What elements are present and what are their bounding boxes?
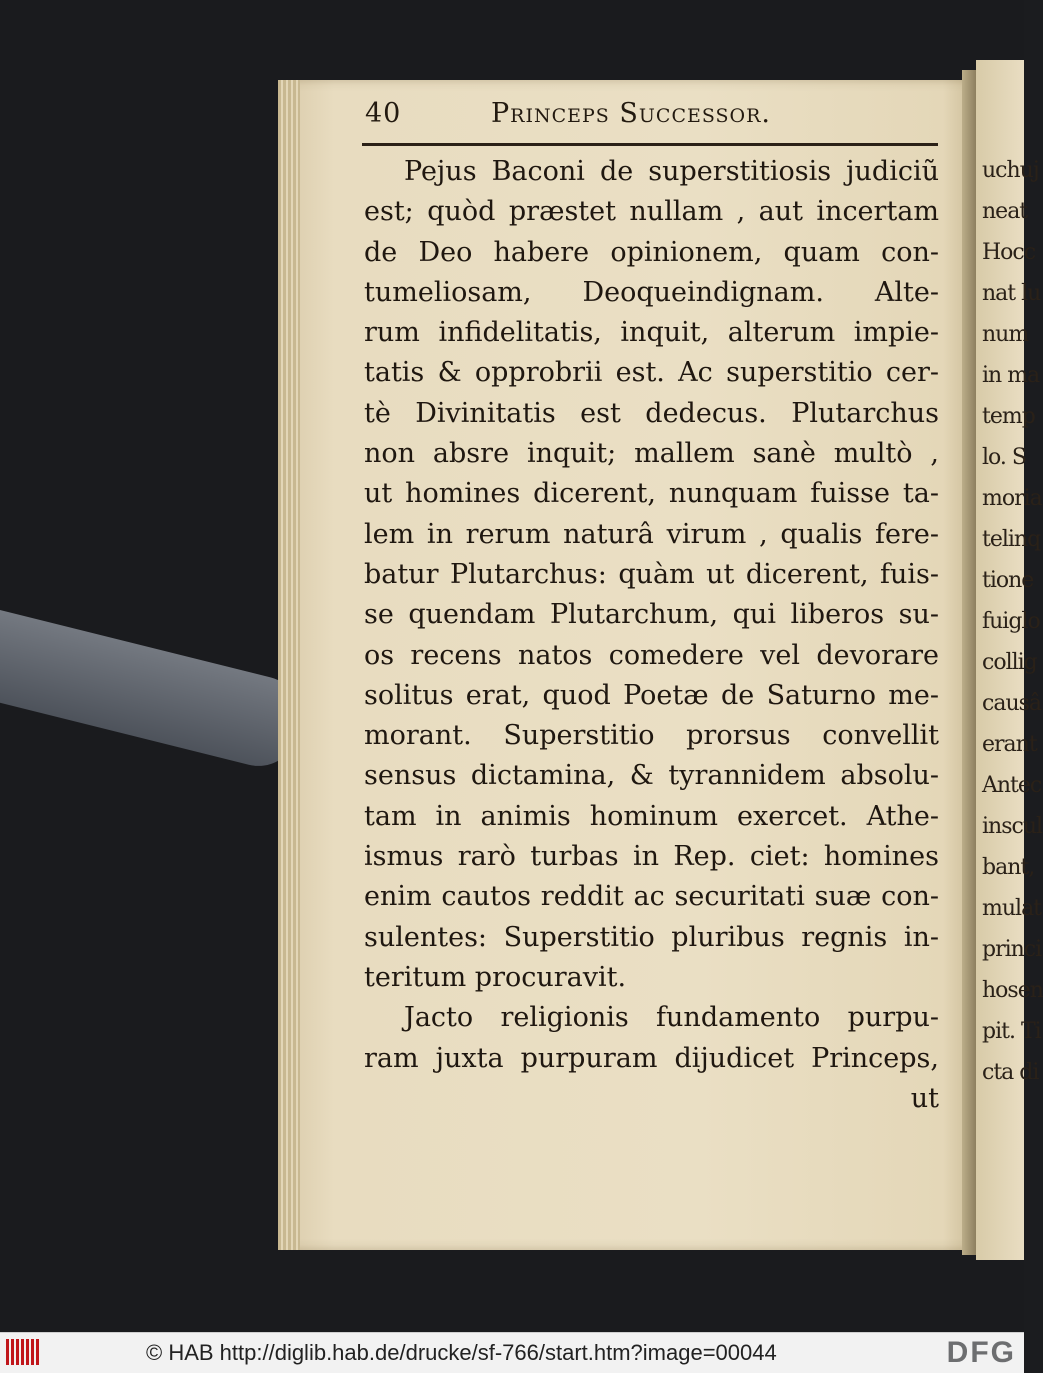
page-number: 40 <box>365 98 402 129</box>
text-line: tam in animis hominum exercet. Athe- <box>364 800 939 832</box>
hab-barcode-logo-icon <box>6 1339 44 1367</box>
fragment: collig <box>982 650 1037 675</box>
text-line: ut homines dicerent, nunquam fuisse ta- <box>364 478 939 510</box>
text-line: tatis & opprobrii est. Ac superstitio cer- <box>364 357 939 389</box>
text-line: non absre inquit; mallem sanè multò , <box>364 438 939 470</box>
fragment: bant, <box>982 855 1035 880</box>
fragment: temp <box>982 404 1035 429</box>
fragment: neat <box>982 199 1028 224</box>
book-gutter <box>962 70 976 1255</box>
fragment: in ma <box>982 363 1040 388</box>
fragment: telinq <box>982 527 1041 552</box>
text-line: solitus erat, quod Poetæ de Saturno me- <box>364 679 939 711</box>
copyright-credit[interactable]: © HAB http://diglib.hab.de/drucke/sf-766/start.htm?image=00044 <box>146 1340 777 1365</box>
fragment: pit. Ti <box>982 1019 1041 1044</box>
text-line: lem in rerum naturâ virum , qualis fere- <box>364 518 939 550</box>
catchword: ut <box>910 1082 939 1114</box>
fragment: lo. S <box>982 445 1026 470</box>
fragment: fuiglo <box>982 609 1040 634</box>
text-line: Jacto religionis fundamento purpu- <box>404 1002 939 1034</box>
text-line: os recens natos comedere vel devorare <box>364 639 939 671</box>
text-line: morant. Superstitio prorsus convellit <box>364 720 939 752</box>
text-line: se quendam Plutarchum, qui liberos su- <box>364 599 939 631</box>
text-line: teritum procuravit. <box>364 961 627 993</box>
text-line: tè Divinitatis est dedecus. Plutarchus <box>364 397 939 429</box>
header-rule <box>362 143 938 146</box>
text-line: batur Plutarchus: quàm ut dicerent, fuis- <box>364 558 939 590</box>
text-line: sulentes: Superstitio pluribus regnis in- <box>364 921 939 953</box>
facing-page-fragments <box>982 150 1043 1093</box>
fragment: cta di <box>982 1060 1039 1085</box>
viewer-footer <box>0 1332 1024 1373</box>
fragment: inscul <box>982 814 1043 839</box>
fragment: tione <box>982 568 1034 593</box>
page-header <box>365 98 940 138</box>
running-title: Princeps Successor. <box>491 98 772 129</box>
text-line: Pejus Baconi de superstitiosis judiciũ <box>404 156 939 187</box>
fragment: hosen <box>982 978 1043 1003</box>
fragment: nat lu <box>982 281 1041 306</box>
text-line: sensus dictamina, & tyrannidem absolu- <box>364 760 939 792</box>
fragment: Hocc <box>982 240 1036 265</box>
fragment: Antec <box>982 773 1042 798</box>
fragment: causâ <box>982 691 1042 716</box>
text-line: de Deo habere opinionem, quam con- <box>364 236 939 268</box>
dfg-logo: DFG <box>946 1336 1016 1369</box>
body-text <box>364 152 939 1119</box>
book-clamp-strap <box>0 600 309 774</box>
page-stack-edge <box>278 80 300 1250</box>
text-line: ram juxta purpuram dijudicet Princeps, <box>364 1042 939 1074</box>
fragment: num <box>982 322 1029 347</box>
fragment: uchuj <box>982 158 1039 183</box>
fragment: princi <box>982 937 1042 962</box>
text-line: est; quòd præstet nullam , aut incertam <box>364 196 939 228</box>
text-line: enim cautos reddit ac securitati suæ con- <box>364 881 939 913</box>
text-line: rum infidelitatis, inquit, alterum impie- <box>364 317 939 349</box>
text-line: tumeliosam, Deoqueindignam. Alte- <box>364 276 939 308</box>
fragment: moria <box>982 486 1042 511</box>
text-line: ismus rarò turbas in Rep. ciet: homines <box>364 841 939 873</box>
fragment: mulat <box>982 896 1042 921</box>
fragment: erant <box>982 732 1037 757</box>
